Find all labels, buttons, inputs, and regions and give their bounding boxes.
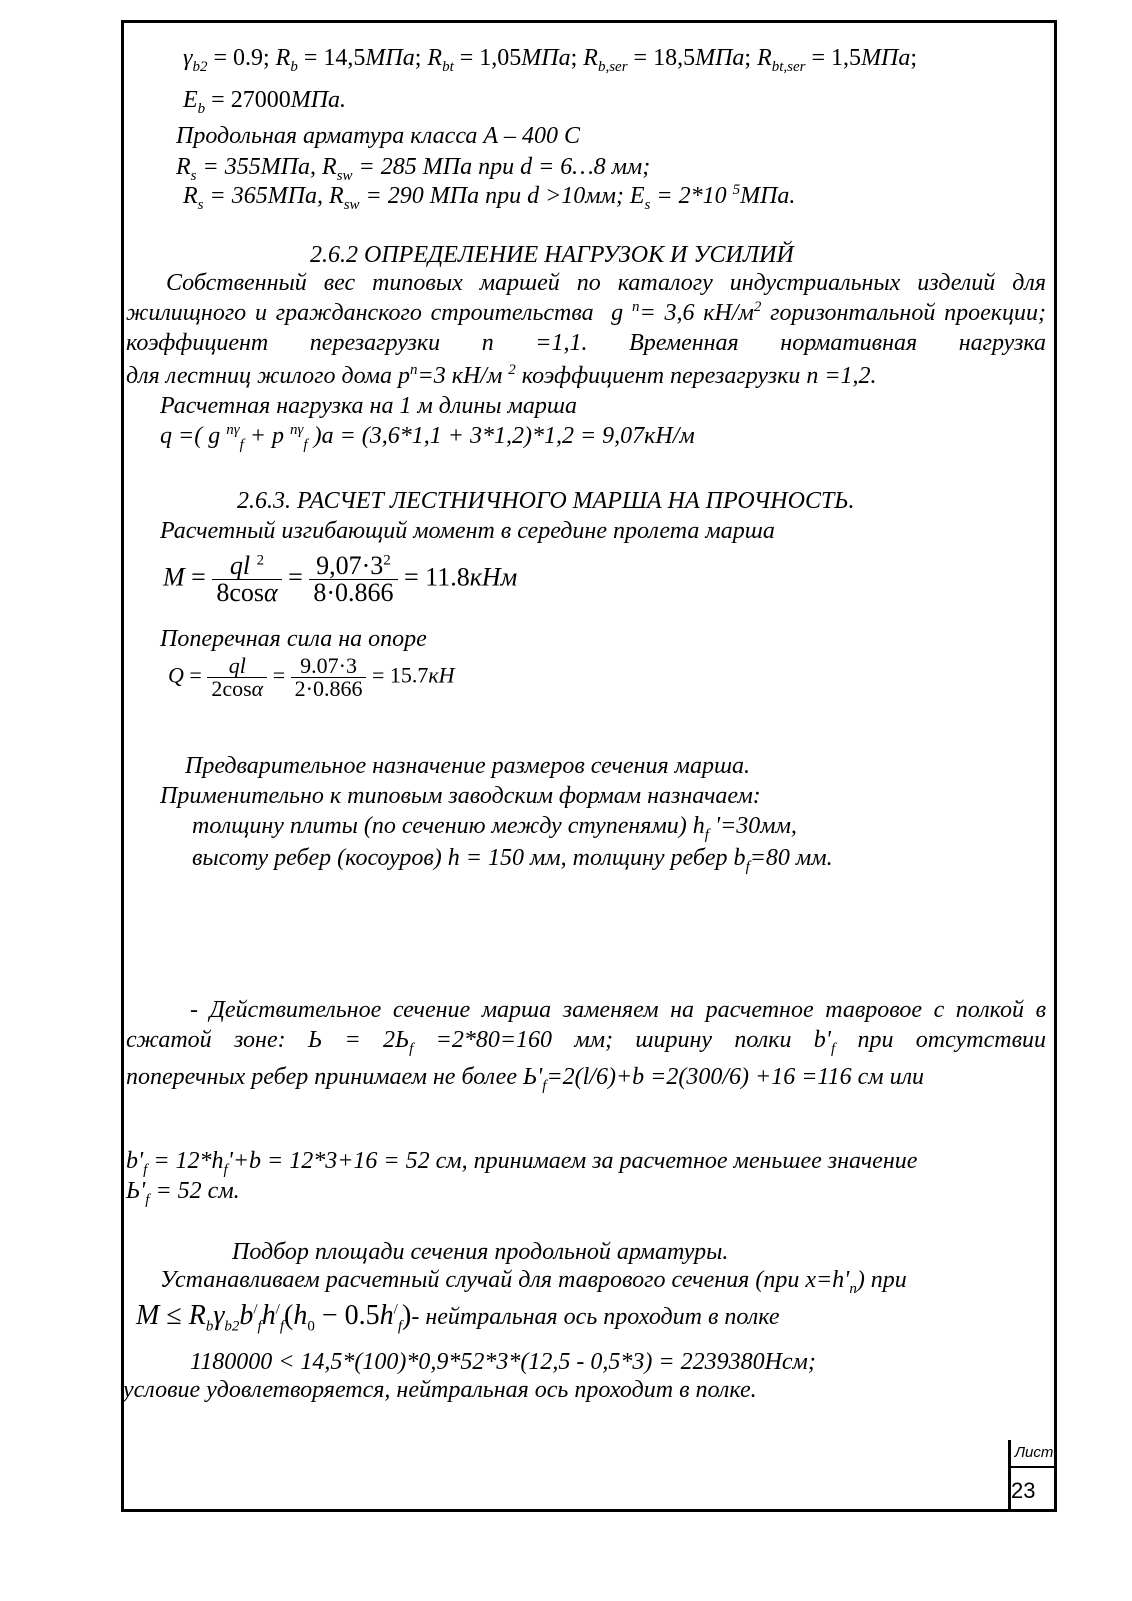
load-formula: q =( g $^{n\gamma}_f$ + p $^{n\gamma}_f$ )a = (3,6*1,1 + 3*1,2)*1,2 = 9,07кН/м	[160, 422, 695, 453]
prelim-line-3: высоту ребер (косоуров) h = 150 мм, толщину ребер $b_f=80$ мм.	[192, 845, 833, 875]
rs-line-1: $R_s = 355МПа$, $R_{sw} = 285$ МПа при d = 6…8 мм;	[176, 154, 651, 184]
rebar-class-line: Продольная арматура класса А – 400 С	[176, 123, 581, 149]
shear-formula: Q = $\frac{ql}{2\cos\alpha}$ = $\frac{9.07\cdot 3}{2\cdot 0.866}$ = 15.7кН	[168, 653, 455, 701]
rebar-check: 1180000 < 14,5*(100)*0,9*52*3*(12,5 - 0,5*3) = 2239380Нсм;	[190, 1349, 816, 1375]
materials-line-2: $E_b = 27000МПа$.	[183, 87, 347, 117]
prelim-line-2: толщину плиты (по сечению между ступенями) $h_f$ '=30мм,	[192, 813, 797, 843]
section-262-heading: 2.6.2 ОПРЕДЕЛЕНИЕ НАГРУЗОК И УСИЛИЙ	[310, 242, 794, 268]
section-262-paragraph: Собственный вес типовых маршей по каталогу индустриальных изделий для жилищного и гражданского строительства g $^n$= 3,6 $кН/м^2$ горизонтальной проекции; коэффициент перезагрузки n =1,1. Временная нормативная нагрузка	[126, 270, 1046, 356]
materials-line-1: $\gamma_{b2} = 0.9$; $R_b = 14,5МПа$; $R_{bt} = 1,05МПа$; $R_{b,ser} = 18,5МПа$; $R_{bt,ser} = 1,5МПа$;	[183, 45, 918, 75]
section-263-heading: 2.6.3. РАСЧЕТ ЛЕСТНИЧНОГО МАРША НА ПРОЧНОСТЬ.	[237, 488, 855, 514]
sheet-number: 23	[1011, 1478, 1036, 1503]
sheet-label: Лист	[1011, 1440, 1057, 1468]
rebar-conclusion: условие удовлетворяется, нейтральная ось проходит в полке.	[123, 1377, 757, 1403]
prelim-title: Предварительное назначение размеров сечения марша.	[185, 753, 751, 779]
rebar-title: Подбор площади сечения продольной арматуры.	[232, 1239, 729, 1265]
shear-label: Поперечная сила на опоре	[160, 626, 427, 652]
rebar-condition: $M \le R_b\gamma_{b2}b^/_fh^/_f(h_0 - 0.5h^/_f)-$ нейтральная ось проходит в полке	[136, 1300, 780, 1335]
prelim-line-1: Применительно к типовым заводским формам назначаем:	[160, 783, 761, 809]
load-label: Расчетная нагрузка на 1 м длины марша	[160, 393, 577, 419]
flange-width-line: $b'_f = 12*h_f'+b = 12*3+16 = 52$ см, принимаем за расчетное меньшее значение	[126, 1148, 918, 1178]
actual-section-last-line: поперечных ребер принимаем не более $Ь'_f=2(l/6)+b =2(300/6) +16 =116$ см или	[126, 1064, 925, 1094]
sheet-stamp	[1008, 1440, 1057, 1512]
moment-formula: M = $\frac{ql ^2}{8\cos\alpha}$ = $\frac{9,07\cdot 3^2}{8\cdot 0.866}$ = 11.8кНм	[163, 551, 518, 607]
flange-width-result: $Ь'_f = 52$ см.	[126, 1178, 240, 1208]
rs-line-2: $R_s = 365МПа$, $R_{sw} = 290$ МПа при d >10мм; $E_s = 2*10$ $^5$МПа.	[183, 182, 796, 213]
rebar-line-1: Устанавливаем расчетный случай для таврового сечения (при $x=h'_n$) при	[160, 1267, 907, 1297]
actual-section-paragraph: - Действительное сечение марша заменяем на расчетное тавровое с полкой в сжатой зоне: $Ь = 2Ь_f =2*80=160$ мм; ширину полки $b'_f$ при отсутствии	[126, 997, 1046, 1057]
section-262-last-line: для лестниц жилого дома $p^n=3$ кН/м $^2$ коэффициент перезагрузки n =1,2.	[126, 362, 877, 389]
moment-label: Расчетный изгибающий момент в середине пролета марша	[160, 518, 775, 544]
